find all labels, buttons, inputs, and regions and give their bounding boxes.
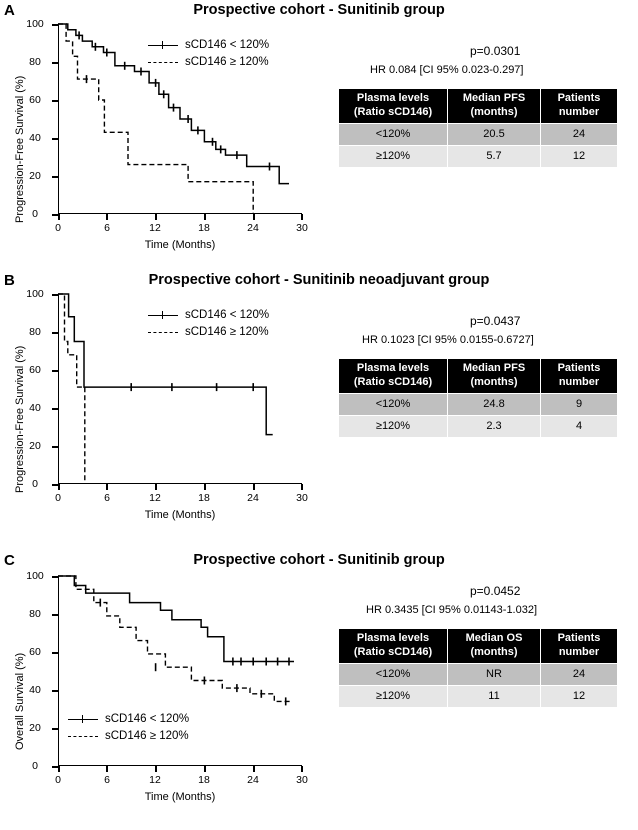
panel-a-x-axis-label: Time (Months) [144,239,216,251]
cell-group: ≥120% [339,415,448,437]
panel-c-xtick-24: 24 [247,774,259,786]
panel-c-title: Prospective cohort - Sunitinib group [193,552,445,568]
panel-c-xtick-12: 12 [149,774,161,786]
panel-a-hazard-ratio: HR 0.084 [CI 95% 0.023-0.297] [370,64,524,76]
panel-a-ytick-100: 100 [26,18,44,30]
panel-c-ytick-60: 60 [29,646,41,658]
panel-a-legend-label-1: sCD146 ≥ 120% [185,55,269,68]
panel-c-ytick-40: 40 [29,684,41,696]
panel-a-ytick-80: 80 [29,56,41,68]
solid-line-icon [68,714,98,724]
panel-b-stats-table [338,358,618,438]
panel-c-survival-curves [0,570,330,828]
header-plasma-levels [339,629,448,664]
panel-b-pvalue: p=0.0437 [470,314,521,328]
header-patients-line1: Patients [557,362,601,374]
cell-median: 5.7 [448,145,541,167]
cell-group: <120% [339,393,448,415]
panel-a-legend-label-0: sCD146 < 120% [185,38,270,51]
panel-a-y-axis-label: Progression-Free Survival (%) [14,75,26,223]
dashed-line-icon [148,327,178,337]
header-patients [541,629,618,664]
header-median [448,629,541,664]
panel-c-x-axis-label: Time (Months) [144,791,216,803]
panel-b-xtick-24: 24 [247,492,259,504]
panel-b-xtick-0: 0 [55,492,61,504]
header-plasma-levels-line2: (Ratio sCD146) [353,375,433,388]
panel-c-legend-label-0: sCD146 < 120% [105,712,190,725]
cell-patients: 9 [541,393,618,415]
panel-a-xtick-12: 12 [149,222,161,234]
cell-median: 24.8 [448,393,541,415]
panel-b-legend-label-1: sCD146 ≥ 120% [185,325,269,338]
cell-group: ≥120% [339,145,448,167]
panel-b-y-axis-label: Progression-Free Survival (%) [14,345,26,493]
panel-a-legend [148,36,269,70]
cell-patients: 12 [541,685,618,707]
header-plasma-levels [339,89,448,124]
panel-b-xtick-18: 18 [198,492,210,504]
panel-a-letter: A [4,2,15,19]
table-row [339,123,618,145]
header-median-line1: Median PFS [462,362,526,374]
panel-b-ytick-100: 100 [26,288,44,300]
panel-a-xtick-24: 24 [247,222,259,234]
header-median-line2: (months) [470,105,518,118]
header-median [448,359,541,394]
header-plasma-levels [339,359,448,394]
panel-b-ytick-0: 0 [32,478,38,490]
panel-b-legend-item-1 [148,323,269,340]
panel-b-legend-label-0: sCD146 < 120% [185,308,270,321]
table-header-row [339,89,618,124]
header-patients [541,359,618,394]
header-plasma-levels-line1: Plasma levels [356,632,430,644]
table-row [339,415,618,437]
panel-a-xtick-0: 0 [55,222,61,234]
table-row [339,145,618,167]
header-plasma-levels-line2: (Ratio sCD146) [353,645,433,658]
panel-c-xtick-6: 6 [104,774,110,786]
panel-b-legend-item-0 [148,306,269,323]
dashed-line-icon [148,57,178,67]
panel-c-xtick-30: 30 [296,774,308,786]
panel-b-legend [148,306,269,340]
panel-b-xtick-6: 6 [104,492,110,504]
cell-median: 11 [448,685,541,707]
panel-c-pvalue: p=0.0452 [470,584,521,598]
dashed-line-icon [68,731,98,741]
cell-median: 2.3 [448,415,541,437]
panel-a [0,0,638,270]
panel-c-legend-item-0 [68,710,189,727]
cell-patients: 4 [541,415,618,437]
panel-a-legend-item-1 [148,53,269,70]
header-plasma-levels-line1: Plasma levels [356,92,430,104]
panel-c-letter: C [4,552,15,569]
cell-patients: 24 [541,123,618,145]
panel-b-ytick-80: 80 [29,326,41,338]
cell-group: <120% [339,123,448,145]
panel-c-ytick-20: 20 [29,722,41,734]
header-median-line1: Median OS [465,632,523,644]
panel-c-legend [68,710,189,744]
panel-c-legend-label-1: sCD146 ≥ 120% [105,729,189,742]
header-median-line2: (months) [470,375,518,388]
header-median [448,89,541,124]
panel-c-legend-item-1 [68,727,189,744]
table-row [339,393,618,415]
table-header-row [339,629,618,664]
header-patients-line1: Patients [557,92,601,104]
panel-c-ytick-0: 0 [32,760,38,772]
solid-line-icon [148,40,178,50]
panel-b-letter: B [4,272,15,289]
panel-b-ytick-60: 60 [29,364,41,376]
panel-c-hazard-ratio: HR 0.3435 [CI 95% 0.01143-1.032] [366,604,538,616]
panel-c-ytick-80: 80 [29,608,41,620]
panel-a-pvalue: p=0.0301 [470,44,521,58]
header-patients [541,89,618,124]
panel-c-y-axis-label: Overall Survival (%) [14,652,26,750]
panel-c-ytick-100: 100 [26,570,44,582]
cell-group: <120% [339,663,448,685]
table-row [339,685,618,707]
panel-a-xtick-30: 30 [296,222,308,234]
panel-b-xtick-12: 12 [149,492,161,504]
header-patients-line2: number [558,105,600,118]
panel-c [0,540,638,830]
cell-patients: 24 [541,663,618,685]
panel-a-xtick-6: 6 [104,222,110,234]
panel-a-legend-item-0 [148,36,269,53]
header-patients-line1: Patients [557,632,601,644]
cell-median: NR [448,663,541,685]
header-plasma-levels-line2: (Ratio sCD146) [353,105,433,118]
panel-a-ytick-60: 60 [29,94,41,106]
header-median-line1: Median PFS [462,92,526,104]
panel-a-ytick-0: 0 [32,208,38,220]
panel-a-title: Prospective cohort - Sunitinib group [193,2,445,18]
panel-a-chart [0,18,330,268]
panel-b-hazard-ratio: HR 0.1023 [CI 95% 0.0155-0.6727] [362,334,534,346]
panel-c-stats-table [338,628,618,708]
panel-b-chart [0,288,330,538]
panel-a-stats-table [338,88,618,168]
panel-c-xtick-0: 0 [55,774,61,786]
panel-a-ytick-40: 40 [29,132,41,144]
panel-b-title: Prospective cohort - Sunitinib neoadjuvant group [148,272,490,288]
cell-group: ≥120% [339,685,448,707]
header-plasma-levels-line1: Plasma levels [356,362,430,374]
panel-a-ytick-20: 20 [29,170,41,182]
panel-b-xtick-30: 30 [296,492,308,504]
solid-line-icon [148,310,178,320]
panel-a-xtick-18: 18 [198,222,210,234]
panel-c-xtick-18: 18 [198,774,210,786]
panel-b-ytick-20: 20 [29,440,41,452]
table-row [339,663,618,685]
header-patients-line2: number [558,645,600,658]
panel-b-x-axis-label: Time (Months) [144,509,216,521]
panel-c-chart [0,570,330,828]
panel-b [0,270,638,540]
table-header-row [339,359,618,394]
header-median-line2: (months) [470,645,518,658]
panel-b-ytick-40: 40 [29,402,41,414]
cell-median: 20.5 [448,123,541,145]
header-patients-line2: number [558,375,600,388]
cell-patients: 12 [541,145,618,167]
